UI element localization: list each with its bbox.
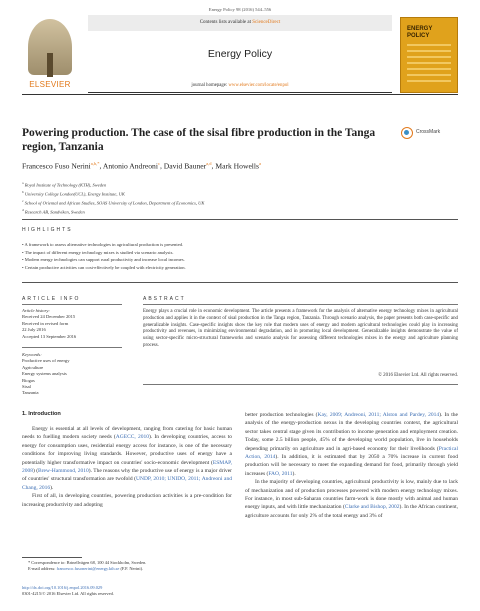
text-run: Energy is essential at all levels of development, ranging from catering for basic human needs to fuelling modern society needs ( [22,426,232,441]
text-run: ). In the analysis of the energy-production nexus in the developing countries context, the agricultural sector takes central stage given its contribution to income generation and employment creation. Today, some 2.5 billion people, 45% of the developing world population, live in households depending primarily on agriculture and in agri-based economy for their livelihoods ( [245,412,458,452]
citation-link[interactable]: Kay, 2009; Andreoni, 2011; Alston and Pardey, 2014 [317,412,440,418]
highlights-bottom-divider [22,282,458,283]
cover-decoration [407,44,451,86]
body-right-column [245,411,458,520]
footnote-divider [22,557,82,558]
journal-cover-thumbnail[interactable] [400,17,458,93]
affiliation-item [22,198,452,207]
section-heading: 1. Introduction [22,411,61,417]
article-info-heading: ARTICLE INFO [22,296,81,302]
tree-trunk-icon [47,53,53,77]
crossmark-icon [401,127,413,139]
keyword[interactable]: Sisal [22,384,31,390]
keywords-divider [22,347,122,348]
body-paragraph: First of all, in developing countries, powering production activities is a pre-condition for increasing productivity and adopting [22,493,232,508]
journal-title: Energy Policy [207,48,273,60]
abstract-heading: ABSTRACT [143,296,186,302]
keywords-list [22,352,132,397]
history-line: Received in revised form [22,320,69,326]
body-paragraph [22,425,232,492]
crossmark-label: CrossMark [416,129,441,135]
journal-homepage [88,83,392,88]
abstract-bottom-divider [143,384,458,385]
highlights-top-divider [22,219,458,220]
keyword[interactable]: Productive uses of energy [22,358,70,364]
homepage-prefix: journal homepage: [191,83,229,88]
sciencedirect-link[interactable]: ScienceDirect [252,20,281,25]
body-left-column [22,411,232,509]
history-line: 22 July 2016 [22,327,46,333]
cover-title-line-2: POLICY [407,32,430,39]
email-label: E-mail address: [28,566,57,572]
email-link[interactable]: francesco.fusonerini@energy.kth.se [56,566,120,572]
header-divider [22,94,458,95]
text-run: In the majority of developing countries, agricultural productivity is low, mainly due to lack of mechanization and of production processes powered with modern energy technology mixes. For instance, in most sub-Saharan countries farm-work is done mostly with animal and human energy inputs, and with little mechanization ( [245,479,458,511]
highlights-heading: HIGHLIGHTS [22,227,73,233]
author-name[interactable]: Francesco Fuso Nerini [22,161,91,171]
affiliation-text: School of Oriental and African Studies, SOAS University of London, Department of Economics, UK [24,200,205,206]
abstract-text: Energy plays a crucial role in economic development. The article presents a framework for the analysis of alternative energy technology mixes in agricultural production and applies it in the context of sisal production in the Tanga region, Tanzania. Through scenario analysis, the paper presents both case-specific and generalizable insights. Case-specific insights show the key role that modern uses of energy and modern agricultural technologies could play in increasing productivity and revenues, in minimizing environmental degradation, and in promoting local development. Generalizable insights demonstrate the value of using sector-specific micro-structural frameworks and scenario analysis for assessing different technologies mixes in the energy and agriculture planning process. [143,309,458,348]
doi-link[interactable]: http://dx.doi.org/10.1016/j.enpol.2016.09.029 [22,585,103,590]
affiliation-text: Research AB, Sandviken, Sweden [24,209,85,215]
correspondence-note: * Correspondence to: Brinellvägen 68, 100 44 Stockholm, Sweden. [28,560,147,565]
cover-title-line-1: ENERGY [407,26,433,32]
citation-link[interactable]: Practical Action, 2014 [245,445,458,461]
highlight-item: • Certain productive activities can cost-effectively be coupled with electricity generation. [22,264,452,272]
author-affiliation-marker: a,b,* [90,161,100,166]
citation-link[interactable]: FAO, 2011 [268,470,293,477]
affiliation-marker: c [22,199,24,204]
author-name[interactable]: David Bauner [163,161,207,171]
journal-citation: Energy Policy 98 (2016) 544–556 [208,7,272,12]
affiliation-item [22,189,452,198]
keyword[interactable]: Energy systems analysis [22,371,67,377]
affiliation-marker: b [22,190,24,195]
text-run: ). In the African continent, agriculture accounts for only 2% of the total energy and 3% of [245,504,458,519]
citation-link[interactable]: Clarke and Bishop, 2002 [344,504,400,511]
author-name[interactable]: Mark Howells [215,161,259,171]
text-run: ). The reasons why the productive use of energy is a major driver of countries' structural transformation are twofold ( [22,468,232,483]
highlight-item: • A framework to assess alternative technologies in agricultural production is presented. [22,241,452,249]
body-paragraph [245,478,458,520]
copyright-notice: © 2016 Elsevier Ltd. All rights reserved. [378,373,458,378]
highlights-list [22,241,452,271]
author-affiliation-marker: a,d [206,161,212,166]
homepage-link[interactable]: www.elsevier.com/locate/enpol [228,83,289,88]
keyword[interactable]: Tanzania [22,390,39,396]
citation-link[interactable]: AGECC, 2010 [115,434,149,441]
affiliation-marker: d [22,208,24,213]
keyword[interactable]: Agriculture [22,364,44,370]
footnotes [22,560,232,572]
journal-banner [88,15,392,95]
publisher-name: ELSEVIER [29,80,71,89]
text-run: ). [50,484,54,491]
affiliation-item [22,180,452,189]
banner-divider [88,92,392,93]
affiliation-list [22,180,452,216]
text-run: ) ( [33,468,39,475]
article-info-divider [22,304,122,305]
author-affiliation-marker: a [259,161,261,166]
highlight-item: • Modern energy technologies can support rural productivity and increase local incomes. [22,256,452,264]
journal-header [22,15,458,95]
highlight-item: • The impact of different energy technology mixes is studied via scenario analysis. [22,249,452,257]
affiliation-text: Royal Institute of Technology (KTH), Sweden [24,182,107,188]
author-affiliation-marker: c [157,161,160,166]
keyword[interactable]: Biogas [22,377,35,383]
crossmark-button[interactable] [401,127,461,139]
doi-block [22,585,232,597]
citation-link[interactable]: ESMAP, 2008 [22,459,232,475]
history-label: Article history: [22,308,50,313]
history-line: Received 24 December 2015 [22,314,76,320]
contents-bar [88,15,392,31]
elsevier-logo[interactable] [22,15,78,93]
keywords-label: Keywords: [22,352,42,357]
issn-line: 0301-4215/© 2016 Elsevier Ltd. All rights reserved. [22,591,114,597]
text-run: ). [292,470,296,477]
affiliation-item [22,207,452,216]
body-paragraph [245,411,458,478]
cover-title [407,26,432,39]
history-line: Accepted 13 September 2016 [22,333,77,339]
affiliation-marker: a [22,181,24,185]
article-history [22,308,132,340]
contents-prefix: Contents lists available at [199,20,253,25]
abstract-divider [143,304,458,305]
citation-link[interactable]: UNDP, 2010; UNIDO, 2011; Andreoni and Chang, 2016 [22,476,232,491]
citation-link[interactable]: Brew-Hammond, 2010 [38,468,89,475]
author-name[interactable]: Antonio Andreoni [102,161,158,171]
article-title: Powering production. The case of the sisal fibre production in the Tanga region, Tanzania [22,127,376,153]
author-list: Francesco Fuso Nerini$^{a,b,*}$, Antonio Andreoni$^c$, David Bauner$^{a,d}$, Mark Howells$^a$ [22,161,261,171]
affiliation-text: University College London(UCL), Energy Institute, UK [24,191,125,197]
email-suffix: (F.F. Nerini). [119,566,144,572]
email-note [22,566,232,572]
text-run: ). In addition, it is estimated that by 2050 a 70% increase in current food production will be necessary to meet the expanding demand for food, primarily through yield increases ( [245,454,458,477]
text-run: ). In developing countries, access to energy for consumption uses, residential energy access for instance, is one of the necessary conditions for improving living standards. However, productive uses of energy have a potentially higher transformative impact on countries' socio-economic development ( [22,434,232,466]
text-run: better production technologies ( [245,412,318,418]
